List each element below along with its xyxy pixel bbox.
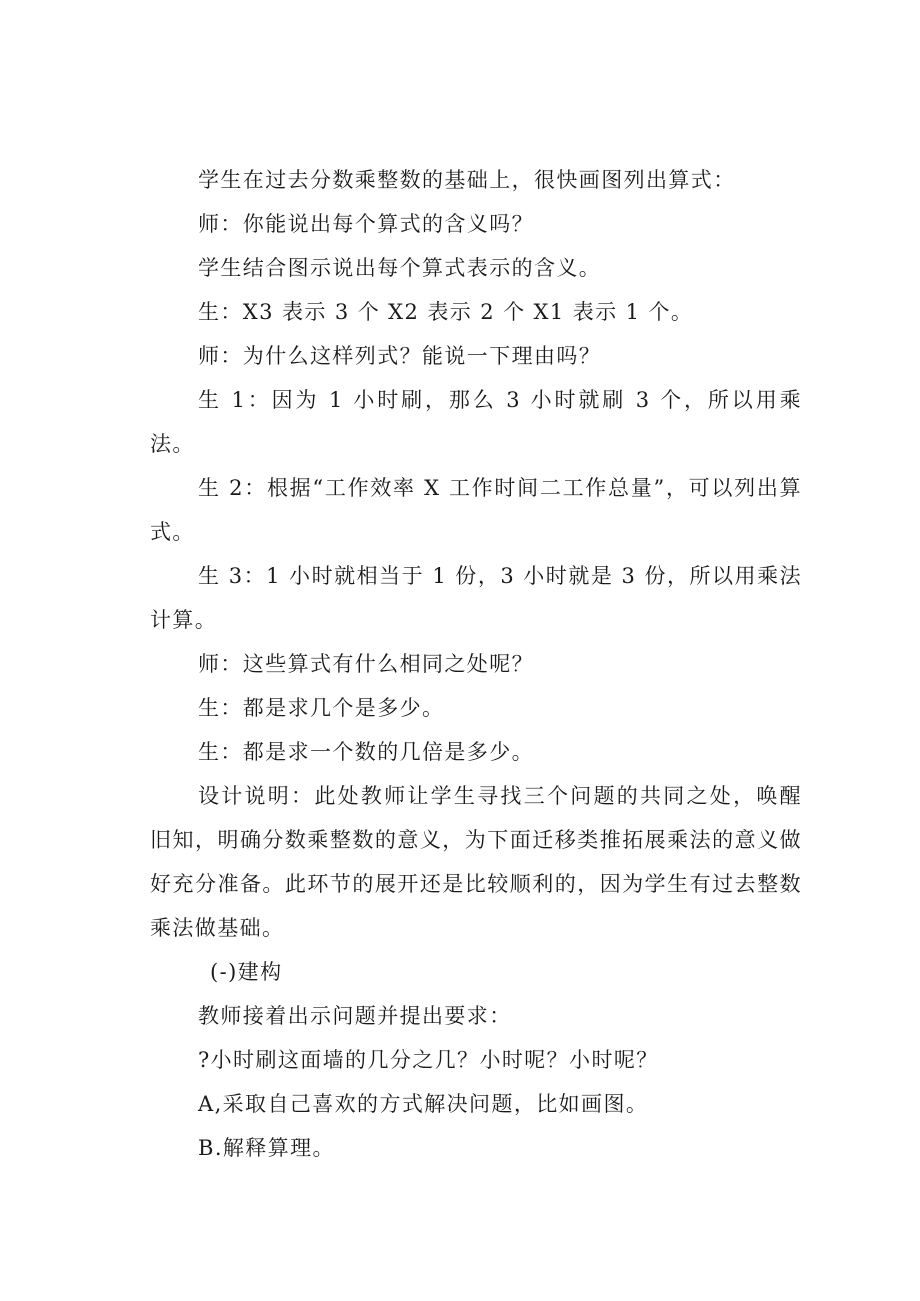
paragraph-9: 师：这些算式有什么相同之处呢？ [198, 652, 534, 676]
paragraph-14: 教师接着出示问题并提出要求： [198, 1004, 512, 1028]
paragraph-11: 生：都是求一个数的几倍是多少。 [198, 740, 534, 764]
paragraph-15: ?小时刷这面墙的几分之几？小时呢？小时呢？ [198, 1048, 659, 1072]
paragraph-8: 生 3：1 小时就相当于 1 份，3 小时就是 3 份，所以用乘法计算。 [150, 564, 802, 632]
paragraph-1: 学生在过去分数乘整数的基础上，很快画图列出算式： [198, 168, 736, 192]
paragraph-7: 生 2：根据“工作效率 X 工作时间二工作总量”，可以列出算式。 [150, 476, 802, 544]
paragraph-10: 生：都是求几个是多少。 [198, 696, 445, 720]
paragraph-3: 学生结合图示说出每个算式表示的含义。 [198, 256, 602, 280]
paragraph-6: 生 1：因为 1 小时刷，那么 3 小时就刷 3 个，所以用乘法。 [150, 388, 802, 456]
paragraph-17: B.解释算理。 [198, 1136, 335, 1160]
paragraph-2: 师：你能说出每个算式的含义吗？ [198, 212, 534, 236]
paragraph-4: 生：X3 表示 3 个 X2 表示 2 个 X1 表示 1 个。 [198, 300, 694, 324]
document-body [150, 158, 802, 1170]
paragraph-5: 师：为什么这样列式？能说一下理由吗？ [198, 344, 602, 368]
section-heading: (-)建构 [210, 960, 283, 984]
paragraph-16: A,采取自己喜欢的方式解决问题，比如画图。 [198, 1092, 649, 1116]
paragraph-12: 设计说明：此处教师让学生寻找三个问题的共同之处，唤醒旧知，明确分数乘整数的意义，为下面迁移类推拓展乘法的意义做好充分准备。此环节的展开还是比较顺利的，因为学生有过去整数乘法做基础。 [150, 784, 802, 940]
